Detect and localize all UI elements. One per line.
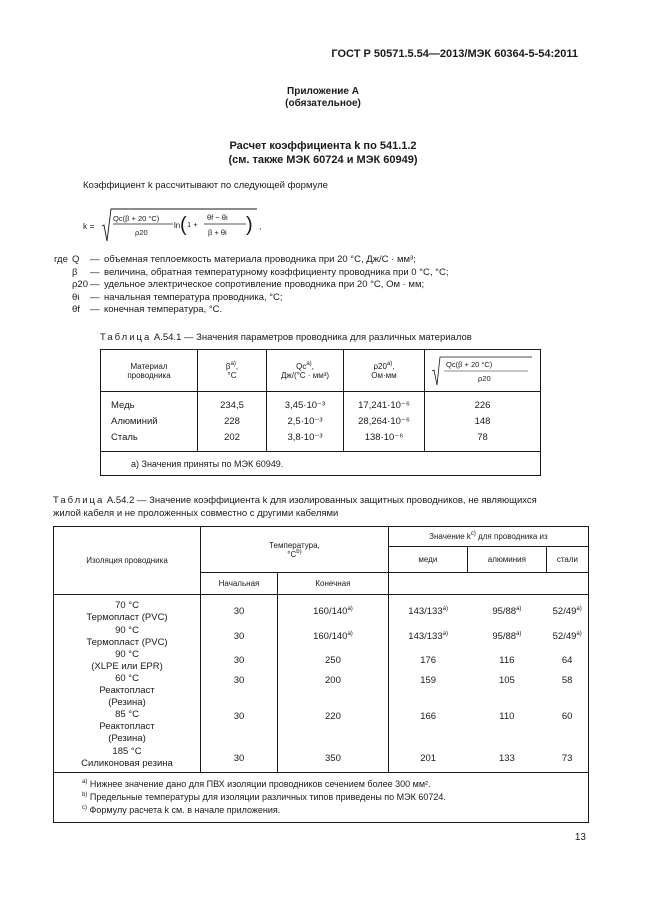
definition-symbol: Q: [72, 254, 80, 265]
cell-rho: 17,241·10⁻⁶: [344, 398, 425, 414]
table1-caption: [100, 332, 472, 343]
insulation-temp: 185 °С: [112, 746, 142, 758]
footnote-mark: a): [347, 606, 353, 612]
value: 143/133: [408, 631, 443, 642]
table2-header-initial: Начальная: [201, 573, 278, 595]
table1-k-radical: [428, 353, 538, 387]
formula-num2: θf − θi: [207, 213, 228, 222]
cell-initial: 30: [201, 649, 278, 673]
insulation-temp: 90 °С: [115, 648, 139, 660]
formula-den2: β + θi: [208, 228, 227, 237]
footnote-mark: c): [82, 805, 87, 811]
footnote-mark: a): [347, 631, 353, 637]
table1-caption-label: Таблица: [100, 332, 152, 343]
header-line: Qc: [296, 361, 307, 371]
table2-caption: [53, 495, 537, 506]
cell-steel: [546, 599, 588, 625]
table2-header-value: [388, 527, 588, 547]
value: 52/49: [552, 606, 577, 617]
cell-final: 250: [278, 649, 389, 673]
footnote-mark: a): [576, 606, 582, 612]
cell-qc: 3,45·10⁻³: [267, 398, 344, 414]
insulation-type: Термопласт (PVC): [86, 636, 168, 648]
k-numerator: Qc(β + 20 °C): [445, 359, 492, 369]
table1-header-rho: ρ20$^{a)}$, Ом·мм: [344, 350, 425, 392]
value: 52/49: [552, 631, 577, 642]
definition-symbol: θi: [72, 291, 80, 303]
definition-row: [54, 279, 448, 292]
definition-symbol: ρ20: [72, 279, 88, 291]
cell-steel: [546, 625, 588, 649]
definition-prefix: где: [54, 254, 68, 265]
definition-row: [54, 292, 448, 305]
cell-steel: 64: [561, 655, 573, 666]
insulation-type-extra: (Резина): [108, 732, 146, 744]
footnote: [82, 804, 588, 817]
formula-drawing: [83, 207, 283, 243]
value: 95/88: [492, 631, 517, 642]
formula-tail: ,: [259, 221, 262, 231]
definition-dash: —: [90, 266, 100, 278]
footnote: [82, 778, 588, 791]
paren-close: ): [246, 214, 253, 236]
table-row: [101, 414, 541, 430]
cell-final: 350: [278, 745, 389, 773]
cell-copper: 201: [420, 752, 437, 764]
cell-k: 226: [474, 400, 491, 411]
definition-row: [54, 254, 448, 267]
header-line: Материал: [130, 361, 168, 371]
table2-header-row-1: [54, 527, 589, 547]
section-subtitle: (см. также МЭК 60724 и МЭК 60949): [228, 154, 418, 166]
cell-copper: [388, 625, 467, 649]
cell-insulation: [54, 745, 201, 773]
table-row: [54, 745, 589, 773]
footnote-mark: b): [82, 792, 88, 798]
formula-ln: ln: [174, 221, 181, 230]
insulation-temp: 90 °С: [115, 624, 139, 636]
cell-material: Медь: [101, 398, 198, 414]
symbol-definitions: [54, 254, 448, 317]
insulation-temp: 85 °С: [115, 708, 139, 720]
formula-lhs: k =: [83, 221, 95, 231]
formula-num1: Qc(β + 20 °C): [113, 214, 160, 223]
cell-copper: [388, 599, 467, 625]
cell-aluminium: [467, 625, 546, 649]
footnote-mark: a): [386, 360, 393, 367]
header-line: Дж/(°С · мм³): [280, 370, 330, 380]
table1-header-qc: Qc$^{a)}$, Дж/(°С · мм³): [267, 350, 344, 392]
table2-header-steel: стали: [546, 547, 588, 573]
table2-header-final: Конечная: [278, 573, 389, 595]
table2-header-temperature: [201, 527, 389, 573]
table1-header-beta: $\beta^{a)}$, °С: [198, 350, 267, 392]
cell-copper: 159: [420, 674, 437, 686]
table2-footnotes: [54, 773, 589, 823]
cell-steel: 60: [561, 710, 573, 722]
header-line: Ом·мм: [371, 370, 397, 380]
table-row: [54, 649, 589, 673]
footnote-text: Предельные температуры для изоляции различных типов приведены по МЭК 60724.: [89, 792, 446, 802]
cell-rho: 138·10⁻⁶: [344, 430, 425, 446]
table1-footnote-row: [101, 452, 541, 476]
definition-row: [54, 304, 448, 317]
appendix-subtitle: (обязательное): [285, 98, 361, 109]
header-line: ρ20: [373, 361, 387, 371]
insulation-type-extra: (Резина): [108, 696, 146, 708]
cell-initial: 30: [201, 709, 278, 745]
cell-final: 220: [278, 709, 389, 745]
footnote-mark: a): [576, 631, 582, 637]
insulation-type: Реактопласт: [99, 684, 155, 696]
table2-header-copper: меди: [388, 547, 467, 573]
footnote-mark: a): [306, 360, 312, 367]
paren-open: (: [180, 214, 187, 236]
definition-row: [54, 267, 448, 280]
definition-dash: —: [90, 304, 100, 316]
footnote-text: Формулу расчета k см. в начале приложения.: [89, 805, 281, 815]
formula-one-plus: 1 +: [187, 220, 198, 229]
footnote: [82, 791, 588, 804]
page-number: 13: [574, 832, 586, 843]
standard-header: ГОСТ Р 50571.5.54—2013/МЭК 60364-5-54:2011: [331, 48, 578, 60]
definition-dash: —: [90, 291, 100, 303]
table-row: [101, 398, 541, 414]
cell-copper: 176: [420, 655, 437, 666]
table-row: [54, 599, 589, 625]
cell-insulation: [54, 673, 201, 709]
table2-k-values: [53, 526, 589, 823]
definition-text: величина, обратная температурному коэффициенту проводника при 0 °С, °С;: [104, 266, 449, 278]
definition-text: конечная температура, °С.: [104, 304, 223, 316]
value: 160/140: [313, 631, 348, 642]
value: 143/133: [408, 606, 443, 617]
cell-initial: 30: [201, 625, 278, 649]
value: 95/88: [492, 606, 517, 617]
footnote-mark: a): [442, 606, 448, 612]
insulation-temp: 60 °С: [115, 672, 139, 684]
cell-final: [278, 625, 389, 649]
table2-caption-label: Таблица: [53, 495, 105, 506]
cell-k: 148: [474, 416, 491, 427]
table1-caption-text: А.54.1 — Значения параметров проводника для различных материалов: [153, 332, 472, 343]
table2-footnotes-row: [54, 773, 589, 823]
footnote-mark: a): [82, 779, 88, 785]
table1-header-k: [425, 350, 541, 392]
header-line: °С: [287, 549, 297, 559]
value: 160/140: [313, 606, 348, 617]
appendix-title: Приложение А: [287, 86, 359, 97]
cell-beta: 234,5: [198, 398, 267, 414]
cell-steel: 58: [561, 674, 573, 686]
cell-beta: 228: [198, 414, 267, 430]
cell-initial: 30: [201, 745, 278, 773]
insulation-type: (XLPE или EPR): [91, 660, 163, 672]
header-line: °С: [227, 370, 237, 380]
cell-aluminium: [467, 599, 546, 625]
cell-final: [278, 599, 389, 625]
definition-dash: —: [90, 254, 100, 265]
formula-den1: ρ20: [135, 228, 148, 237]
definition-symbol: θf: [72, 304, 80, 316]
insulation-type: Реактопласт: [99, 720, 155, 732]
header-line: проводника: [127, 370, 171, 380]
cell-initial: 30: [201, 673, 278, 709]
k-formula: [83, 207, 283, 243]
insulation-type: Силиконовая резина: [81, 758, 173, 770]
table1-conductor-parameters: [100, 349, 541, 476]
table1-header-row: [101, 350, 541, 392]
section-title: Расчет коэффициента k по 541.1.2: [229, 140, 417, 152]
cell-material: Сталь: [101, 430, 198, 446]
cell-k: 78: [477, 432, 488, 443]
footnote-mark: c): [470, 531, 476, 537]
cell-steel: 73: [561, 752, 573, 764]
table-row: [54, 625, 589, 649]
footnote-mark: a): [230, 360, 236, 367]
insulation-type: Термопласт (PVC): [86, 611, 168, 623]
cell-insulation: [54, 709, 201, 745]
cell-aluminium: 133: [498, 752, 515, 764]
header-line: Значение k: [429, 532, 471, 541]
table-row: [54, 673, 589, 709]
cell-qc: 3,8·10⁻³: [267, 430, 344, 446]
table-row: [54, 709, 589, 745]
footnote-mark: a): [442, 631, 448, 637]
header-line: для проводника из: [475, 532, 548, 541]
table2-header-insulation: Изоляция проводника: [54, 527, 201, 595]
header-line: Температура,: [269, 540, 320, 550]
table2-caption-text: А.54.2 — Значение коэффициента k для изолированных защитных проводников, не являющихся: [106, 495, 537, 506]
cell-material: Алюминий: [101, 414, 198, 430]
table2-header-aluminium: алюминия: [467, 547, 546, 573]
cell-qc: 2,5·10⁻³: [267, 414, 344, 430]
cell-aluminium: 110: [499, 710, 515, 722]
definition-symbol: β: [72, 266, 78, 278]
cell-aluminium: 116: [499, 655, 515, 666]
cell-final: 200: [278, 673, 389, 709]
cell-insulation: [54, 625, 201, 649]
cell-beta: 202: [198, 430, 267, 446]
table2-caption-text-cont: жилой кабеля и не проложенных совместно с другими кабелями: [53, 508, 339, 519]
footnote-mark: a): [516, 631, 522, 637]
cell-rho: 28,264·10⁻⁶: [344, 414, 425, 430]
definition-text: начальная температура проводника, °С;: [104, 291, 283, 303]
insulation-temp: 70 °С: [115, 599, 139, 611]
definition-text: объемная теплоемкость материала проводника при 20 °С, Дж/С · мм³;: [104, 254, 416, 265]
table1-header-material: [101, 350, 198, 392]
k-denominator: ρ20: [477, 373, 491, 383]
cell-insulation: [54, 649, 201, 673]
cell-aluminium: 105: [498, 674, 515, 686]
definition-text: удельное электрическое сопротивление проводника при 20 °С, Ом · мм;: [104, 279, 425, 291]
table-row: [101, 430, 541, 446]
table1-footnote: а) Значения приняты по МЭК 60949.: [131, 458, 284, 469]
cell-initial: 30: [201, 599, 278, 625]
footnote-mark: a): [516, 606, 522, 612]
footnote-text: Нижнее значение дано для ПВХ изоляции проводников сечением более 300 мм².: [89, 779, 431, 789]
cell-copper: 166: [420, 710, 437, 722]
header-line: β: [225, 361, 231, 371]
cell-insulation: [54, 599, 201, 625]
definition-dash: —: [90, 279, 100, 291]
intro-text: Коэффициент k рассчитывают по следующей формуле: [83, 180, 328, 191]
footnote-mark: b): [296, 548, 302, 555]
